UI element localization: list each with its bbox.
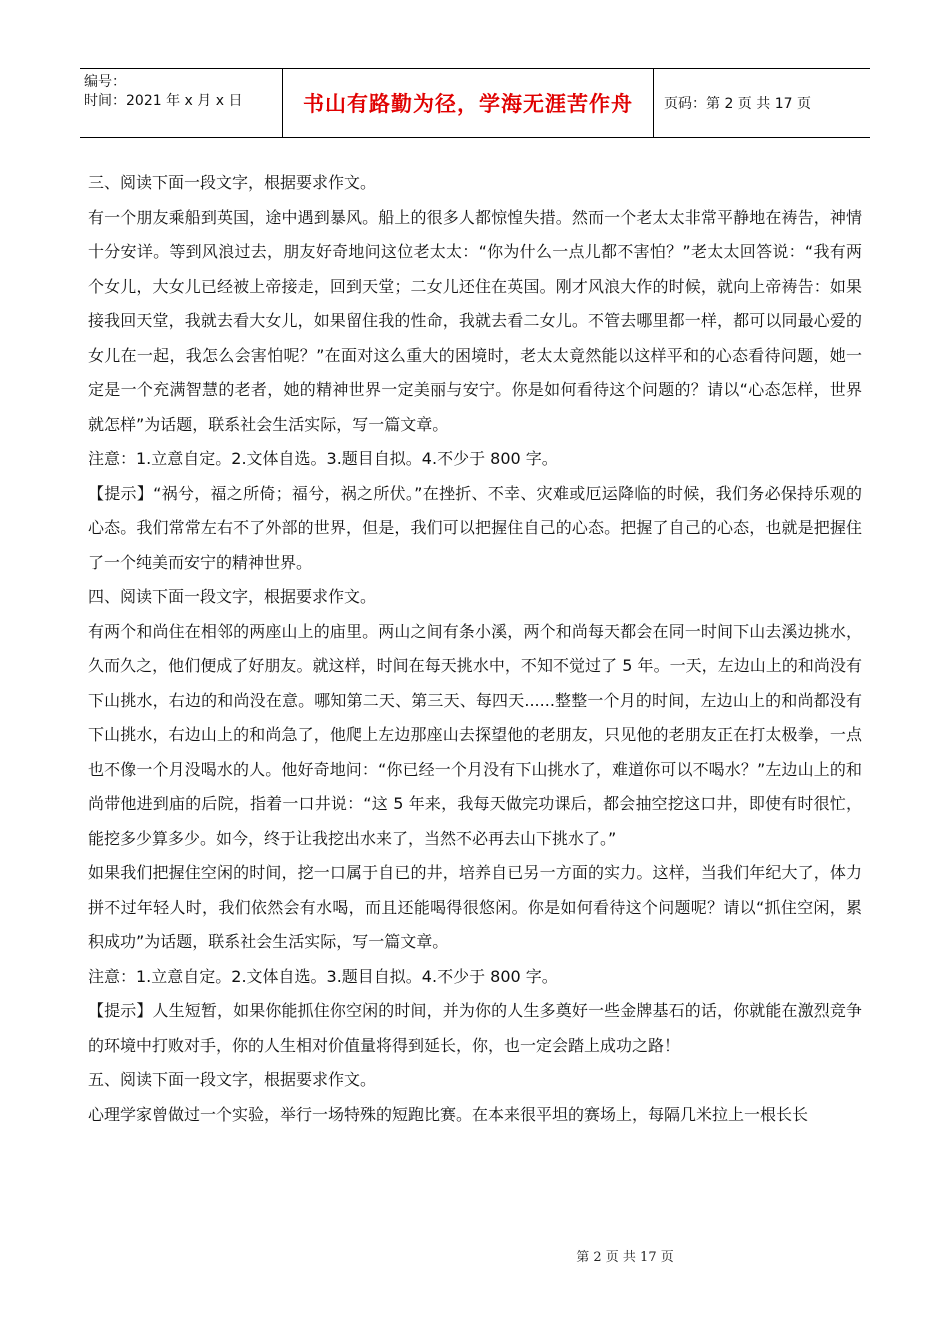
page-footer — [0, 1246, 950, 1265]
footer-page-number: 第 2 页 共 17 页 — [576, 1250, 674, 1265]
section-heading-5: 五、阅读下面一段文字，根据要求作文。 — [88, 1070, 377, 1089]
paragraph-note-2: 注意：1.立意自定。2.文体自选。3.题目自拟。4.不少于 800 字。 — [88, 966, 558, 986]
paragraph-story-2: 有两个和尚住在相邻的两座山上的庙里。两山之间有条小溪，两个和尚每天都会在同一时间下山去溪边挑水，久而久之，他们便成了好朋友。就这样，时间在每天挑水中，不知不觉过了 5 年。一天，左边山上的和尚没有下山挑水，右边的和尚没在意。哪知第二天、第三天、每四天......整整一个月的时间，左边山上的和尚都没有下山挑水，右边山上的和尚急了，他爬上左边那座山去探望他的老朋友，只见他的老朋友正在打太极拳，一点也不像一个月没喝水的人。他好奇地问：“你已经一个月没有下山挑水了，难道你可以不喝水？”左边山上的和尚带他进到庙的后院，指着一口井说：“这 5 年来，我每天做完功课后，都会抽空挖这口井，即使有时很忙，能挖多少算多少。如今，终于让我挖出水来了，当然不必再去山下挑水了。” — [88, 621, 862, 848]
paragraph-note-1: 注意：1.立意自定。2.文体自选。3.题目自拟。4.不少于 800 字。 — [88, 449, 558, 468]
paragraph-story-1: 有一个朋友乘船到英国，途中遇到暴风。船上的很多人都惊惶失措。然而一个老太太非常平静地在祷告，神情十分安详。等到风浪过去，朋友好奇地问这位老太太：“你为什么一点儿都不害怕？”老太太回答说：“我有两个女儿，大女儿已经被上帝接走，回到天堂；二女儿还住在英国。刚才风浪大作的时候，就向上帝祷告：如果接我回天堂，我就去看大女儿，如果留住我的性命，我就去看二女儿。不管去哪里都一样，都可以同最心爱的女儿在一起，我怎么会害怕呢？”在面对这么重大的困境时，老太太竟然能以这样平和的心态看待问题，她一定是一个充满智慧的老者，她的精神世界一定美丽与安宁。你是如何看待这个问题的？请以“心态怎样，世界就怎样”为话题，联系社会生活实际，写一篇文章。 — [88, 207, 862, 434]
header-meta — [80, 69, 282, 137]
document-number-label: 编号： — [84, 74, 126, 90]
document-body — [88, 166, 862, 1132]
header-page-info: 页码：第 2 页 共 17 页 — [664, 96, 811, 112]
page-header — [80, 68, 870, 138]
section-heading-3: 三、阅读下面一段文字，根据要求作文。 — [88, 173, 377, 192]
paragraph-hint-1: 【提示】“祸兮，福之所倚；福兮，祸之所伏。”在挫折、不幸、灾难或厄运降临的时候，我们务必保持乐观的心态。我们常常左右不了外部的世界，但是，我们可以把握住自己的心态。把握了自己的心态，也就是把握住了一个纯美而安宁的精神世界。 — [88, 483, 862, 572]
document-time-label: 时间：2021 年 x 月 x 日 — [84, 93, 243, 109]
paragraph-story-3: 心理学家曾做过一个实验，举行一场特殊的短跑比赛。在本来很平坦的赛场上，每隔几米拉上一根长长 — [88, 1104, 809, 1124]
paragraph-hint-2: 【提示】人生短暂，如果你能抓住你空闲的时间，并为你的人生多奠好一些金牌基石的话，你就能在激烈竞争的环境中打败对手，你的人生相对价值量将得到延长，你，也一定会踏上成功之路！ — [88, 1001, 862, 1055]
header-motto: 书山有路勤为径，学海无涯苦作舟 — [282, 69, 654, 137]
section-heading-4: 四、阅读下面一段文字，根据要求作文。 — [88, 587, 377, 606]
paragraph-prompt-2: 如果我们把握住空闲的时间，挖一口属于自已的井，培养自已另一方面的实力。这样，当我们年纪大了，体力拼不过年轻人时，我们依然会有水喝，而且还能喝得很悠闲。你是如何看待这个问题呢？请以“抓住空闲，累积成功”为话题，联系社会生活实际，写一篇文章。 — [88, 863, 862, 951]
